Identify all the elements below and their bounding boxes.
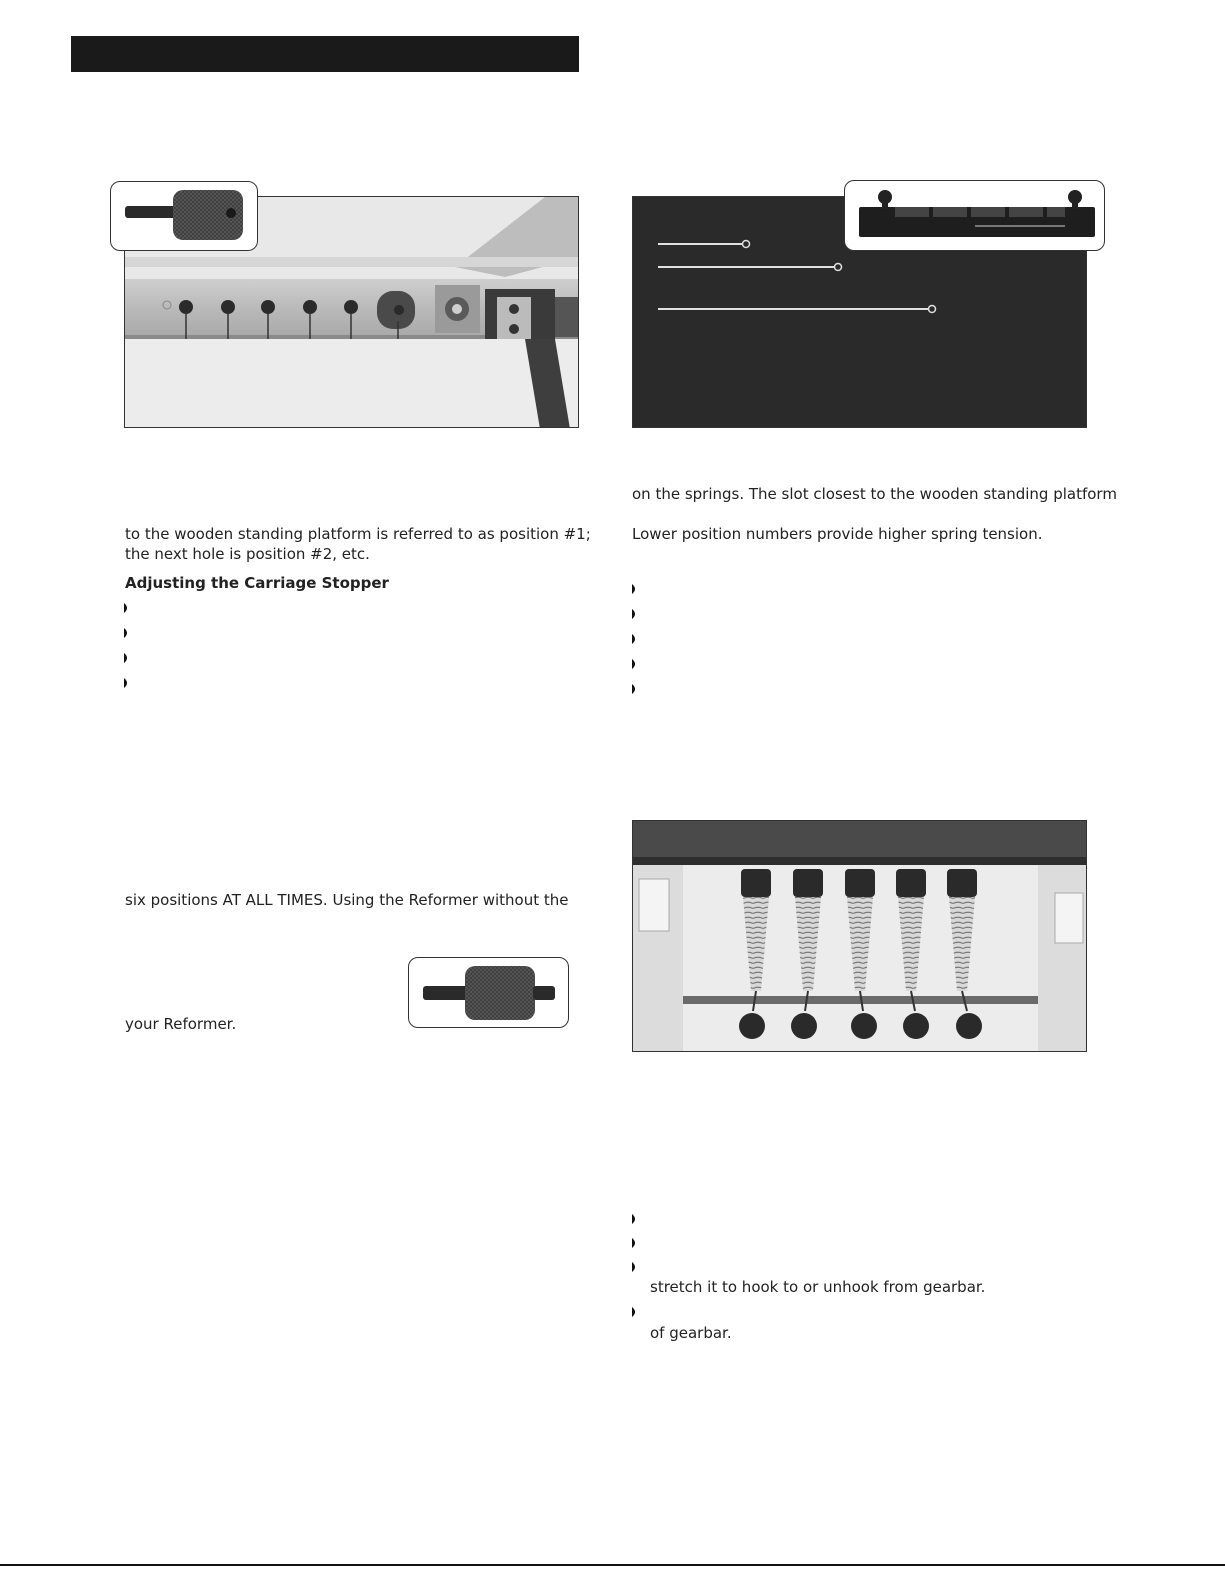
bullet-icon	[631, 1305, 639, 1319]
stopper-knob-side-illustration	[409, 958, 569, 1028]
spring-bullet-4-continuation: of gearbar.	[650, 1324, 732, 1342]
adjusting-carriage-stopper-heading: Adjusting the Carriage Stopper	[125, 574, 389, 592]
bullet-icon	[631, 607, 639, 621]
section-header-bar	[71, 36, 579, 72]
stopper-knob-inset-2	[408, 957, 569, 1028]
springs-illustration	[633, 821, 1087, 1052]
bullet-icon	[123, 651, 131, 665]
bullet-icon	[631, 1236, 639, 1250]
bullet-icon	[123, 626, 131, 640]
stopper-caption-line-1: to the wooden standing platform is referred to as position #1;	[125, 525, 591, 543]
bullet-icon	[123, 676, 131, 690]
warning-line: six positions AT ALL TIMES. Using the Reformer without the	[125, 891, 569, 909]
bullet-icon	[631, 1212, 639, 1226]
gearbar-text-line-1: on the springs. The slot closest to the wooden standing platform	[632, 485, 1117, 503]
gearbar-text-line-2: Lower position numbers provide higher spring tension.	[632, 525, 1043, 543]
spring-bullet-3-continuation: stretch it to hook to or unhook from gearbar.	[650, 1278, 986, 1296]
stopper-knob-inset	[110, 181, 258, 251]
warning-end-line: your Reformer.	[125, 1015, 237, 1033]
bullet-icon	[631, 1260, 639, 1274]
gearbar-inset	[844, 180, 1105, 251]
gearbar-illustration	[845, 181, 1105, 251]
bullet-icon	[631, 682, 639, 696]
bullet-icon	[123, 601, 131, 615]
stopper-knob-illustration	[111, 182, 258, 251]
stopper-caption-line-2: the next hole is position #2, etc.	[125, 545, 370, 563]
bullet-icon	[631, 582, 639, 596]
bullet-icon	[631, 657, 639, 671]
bullet-icon	[631, 632, 639, 646]
springs-photo	[632, 820, 1087, 1052]
page-bottom-rule	[0, 1564, 1225, 1566]
